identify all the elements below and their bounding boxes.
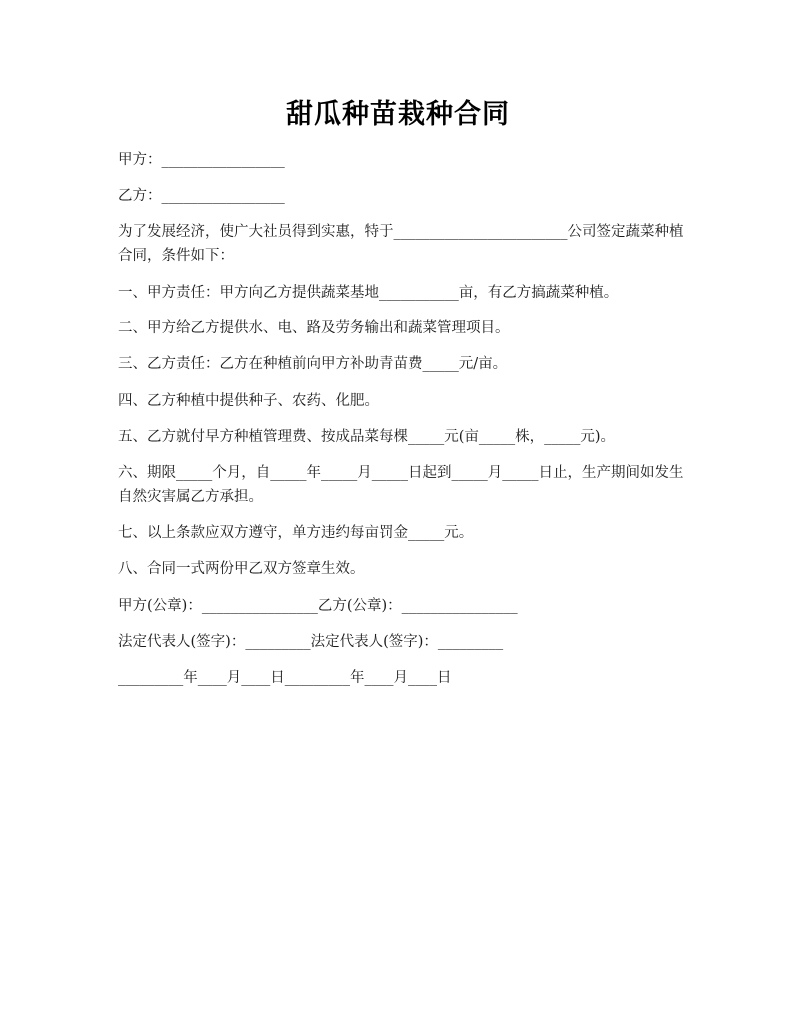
signature-line: 法定代表人(签字)：_________法定代表人(签字)：_________: [118, 634, 504, 650]
clause-1: 一、甲方责任：甲方向乙方提供蔬菜基地___________亩，有乙方搞蔬菜种植。: [118, 285, 619, 301]
clause-7: 七、以上条款应双方遵守，单方违约每亩罚金_____元。: [118, 525, 474, 541]
intro-paragraph: 为了发展经济，使广大社员得到实惠，特于________________________公司签定蔬菜种植合同，条件如下：: [118, 224, 684, 264]
clause-8: 八、合同一式两份甲乙双方签章生效。: [118, 561, 365, 577]
date-line: _________年____月____日_________年____月____日: [118, 670, 452, 686]
clause-4: 四、乙方种植中提供种子、农药、化肥。: [118, 393, 379, 409]
clause-3: 三、乙方责任：乙方在种植前向甲方补助青苗费_____元/亩。: [118, 356, 508, 372]
party-b-line: 乙方：_________________: [118, 188, 285, 204]
clause-5: 五、乙方就付早方种植管理费、按成品菜每棵_____元(亩_____株，_____元)。: [118, 429, 616, 445]
clause-2: 二、甲方给乙方提供水、电、路及劳务输出和蔬菜管理项目。: [118, 320, 510, 336]
document-title: 甜瓜种苗栽种合同: [286, 99, 510, 130]
clause-6: 六、期限_____个月，自_____年_____月_____日起到_____月_____日止，生产期间如发生自然灾害属乙方承担。: [118, 465, 684, 505]
party-a-line: 甲方：_________________: [118, 152, 285, 168]
seal-line: 甲方(公章)：________________乙方(公章)：________________: [118, 598, 518, 614]
